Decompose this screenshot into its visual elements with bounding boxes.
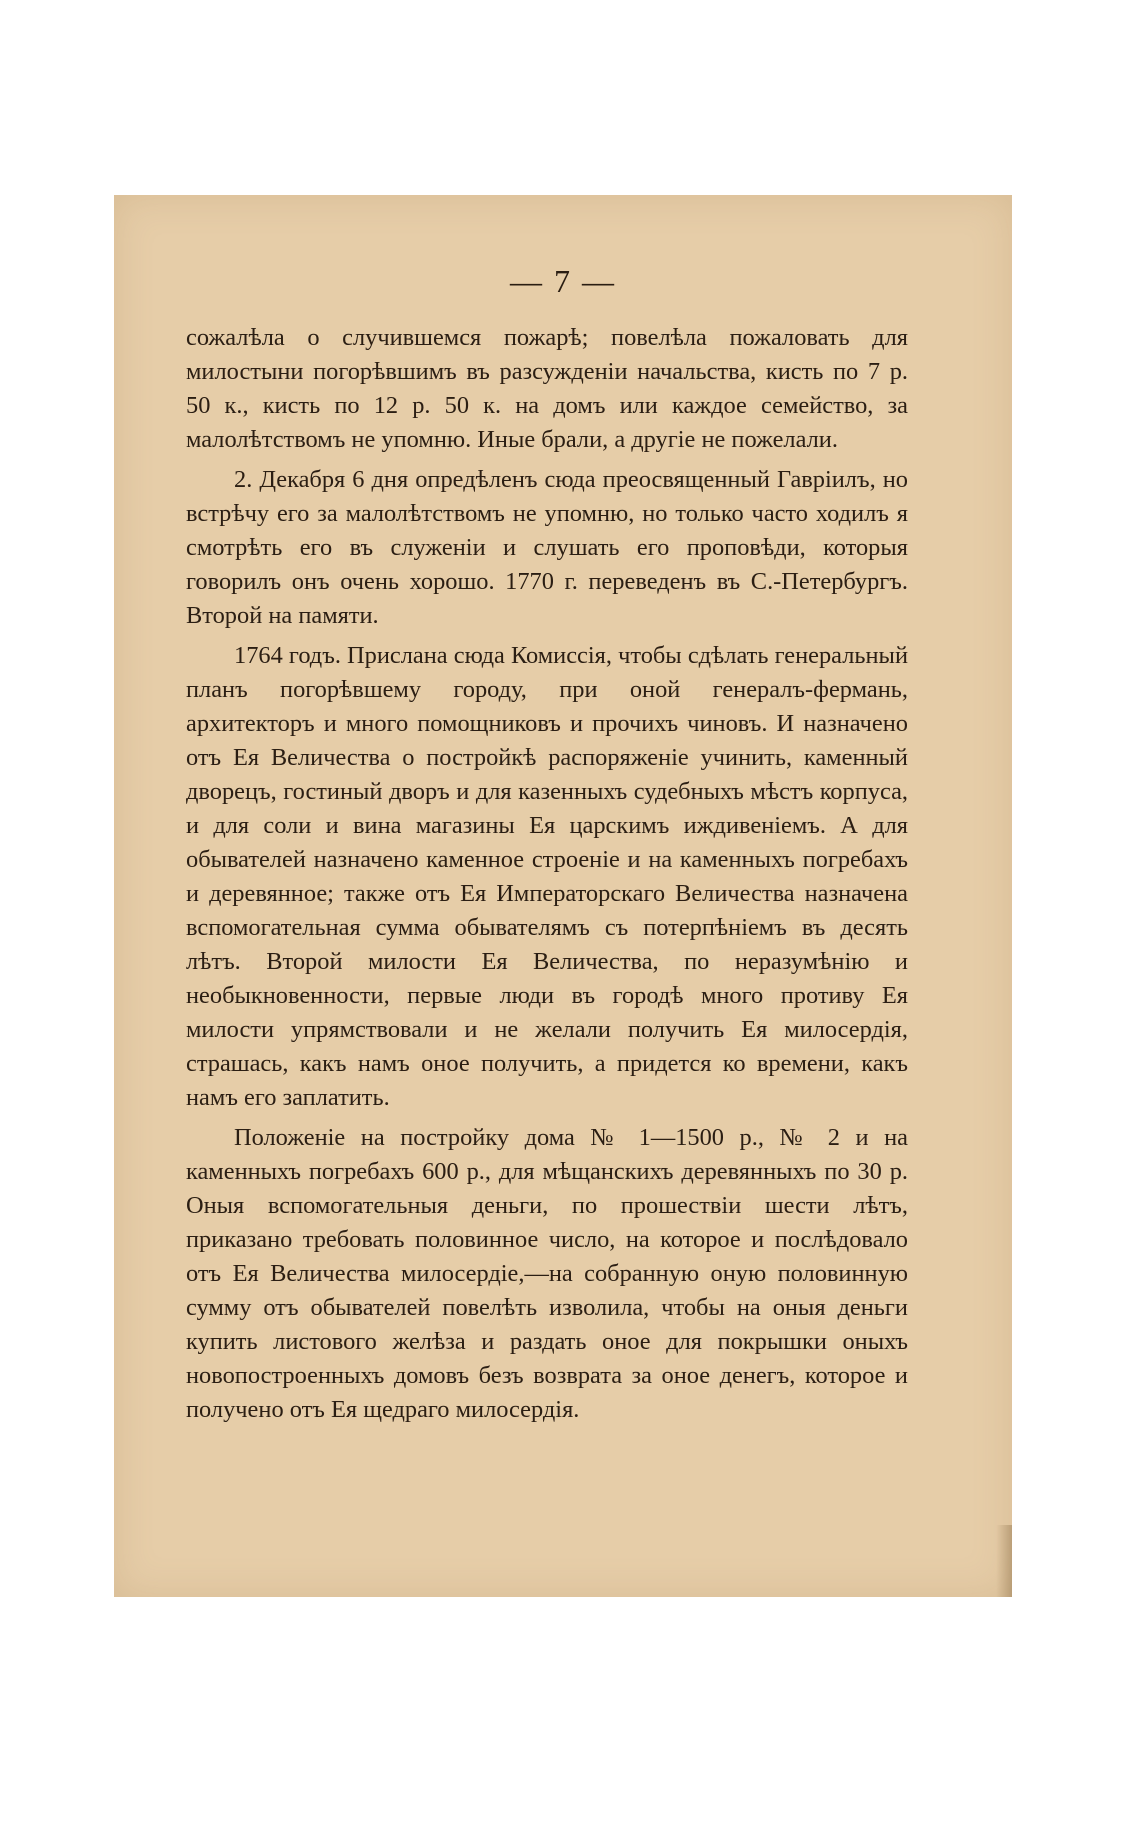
paragraph-1: сожалѣла о случившемся пожарѣ; повелѣла пожаловать для милостыни погорѣвшимъ въ разсужденіи начальства, кисть по 7 р. 50 к., кисть по 12 р. 50 к. на домъ или каждое семейство, за малолѣтствомъ не упомню. Иные брали, а другіе не пожелали. (186, 324, 908, 453)
page-text (186, 321, 908, 1433)
paragraph-2: 2. Декабря 6 дня опредѣленъ сюда преосвященный Гавріилъ, но встрѣчу его за малолѣтствомъ не упомню, но только часто ходилъ я смотрѣть его въ служеніи и слушать его проповѣди, которыя говорилъ онъ очень хорошо. 1770 г. переведенъ въ С.-Петербургъ. Второй на памяти. (186, 466, 908, 629)
paragraph-3: 1764 годъ. Прислана сюда Комиссія, чтобы сдѣлать генеральный планъ погорѣвшему городу, при оной генералъ-фермань, архитекторъ и много помощниковъ и прочихъ чиновъ. И назначено отъ Ея Величества о постройкѣ распоряженіе учинить, каменный дворецъ, гостиный дворъ и для казенныхъ судебныхъ мѣстъ корпуса, и для соли и вина магазины Ея царскимъ иждивеніемъ. А для обывателей назначено каменное строеніе и на каменныхъ погребахъ и деревянное; также отъ Ея Императорскаго Величества назначена вспомогательная сумма обывателямъ съ потерпѣніемъ въ десять лѣтъ. Второй милости Ея Величества, по неразумѣнію и необыкновенности, первые люди въ городѣ много противу Ея милости упрямствовали и не желали получить Ея милосердія, страшась, какъ намъ оное получить, а придется ко времени, какъ намъ его заплатить. (186, 642, 908, 1111)
page-edge-shadow (996, 1525, 1012, 1597)
paragraph-4: Положеніе на постройку дома № 1—1500 р., № 2 и на каменныхъ погребахъ 600 р., для мѣщанскихъ деревянныхъ по 30 р. Оныя вспомогательныя деньги, по прошествіи шести лѣтъ, приказано требовать половинное число, на которое и послѣдовало отъ Ея Величества милосердіе,—на собранную оную половинную сумму отъ обывателей повелѣть изволила, чтобы на оныя деньги купить листового желѣза и раздать оное для покрышки оныхъ новопостроенныхъ домовъ безъ возврата за оное денегъ, которое и получено отъ Ея щедраго милосердія. (186, 1124, 908, 1423)
page-number: — 7 — (510, 263, 616, 299)
book-page (114, 195, 1012, 1597)
